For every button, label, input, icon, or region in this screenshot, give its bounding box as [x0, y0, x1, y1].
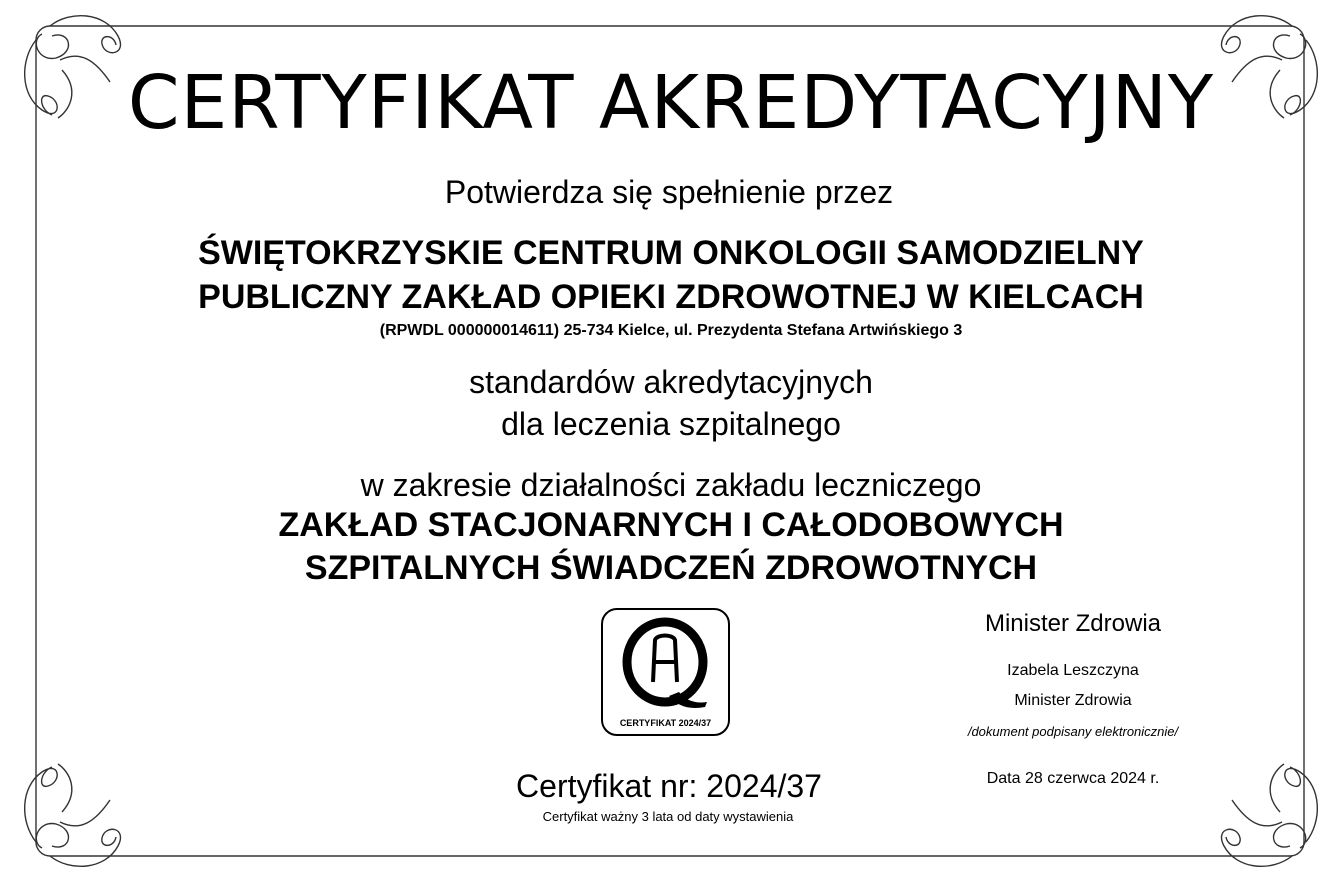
scope-unit-line1: ZAKŁAD STACJONARNYCH I CAŁODOBOWYCH: [278, 506, 1064, 544]
electronic-signature-note: /dokument podpisany elektronicznie/: [967, 724, 1179, 739]
confirmation-text: Potwierdza się spełnienie przez: [444, 174, 894, 210]
issue-date: Data 28 czerwca 2024 r.: [986, 770, 1160, 787]
standards-line1: standardów akredytacyjnych: [469, 364, 873, 400]
institution-address: (RPWDL 000000014611) 25-734 Kielce, ul. Prezydenta Stefana Artwińskiego 3: [379, 322, 963, 339]
certificate-number: Certyfikat nr: 2024/37: [516, 768, 822, 804]
standards-line2: dla leczenia szpitalnego: [501, 406, 841, 442]
institution-name-line1: ŚWIĘTOKRZYSKIE CENTRUM ONKOLOGII SAMODZIELNY: [198, 234, 1144, 272]
certificate-title: CERTYFIKAT AKREDYTACYJNY: [127, 60, 1215, 146]
scope-unit-line2: SZPITALNYCH ŚWIADCZEŃ ZDROWOTNYCH: [304, 549, 1038, 587]
scope-intro: w zakresie działalności zakładu leczniczego: [360, 467, 982, 503]
signatory-office: Minister Zdrowia: [984, 610, 1162, 637]
signatory-name: Izabela Leszczyna: [1007, 662, 1139, 679]
aq-emblem-icon: [603, 610, 728, 734]
signatory-role: Minister Zdrowia: [1014, 692, 1132, 709]
accreditation-logo: [601, 608, 730, 736]
logo-caption: CERTYFIKAT 2024/37: [619, 718, 712, 728]
certificate-validity: Certyfikat ważny 3 lata od daty wystawienia: [542, 809, 794, 824]
institution-name-line2: PUBLICZNY ZAKŁAD OPIEKI ZDROWOTNEJ W KIELCACH: [198, 278, 1144, 316]
